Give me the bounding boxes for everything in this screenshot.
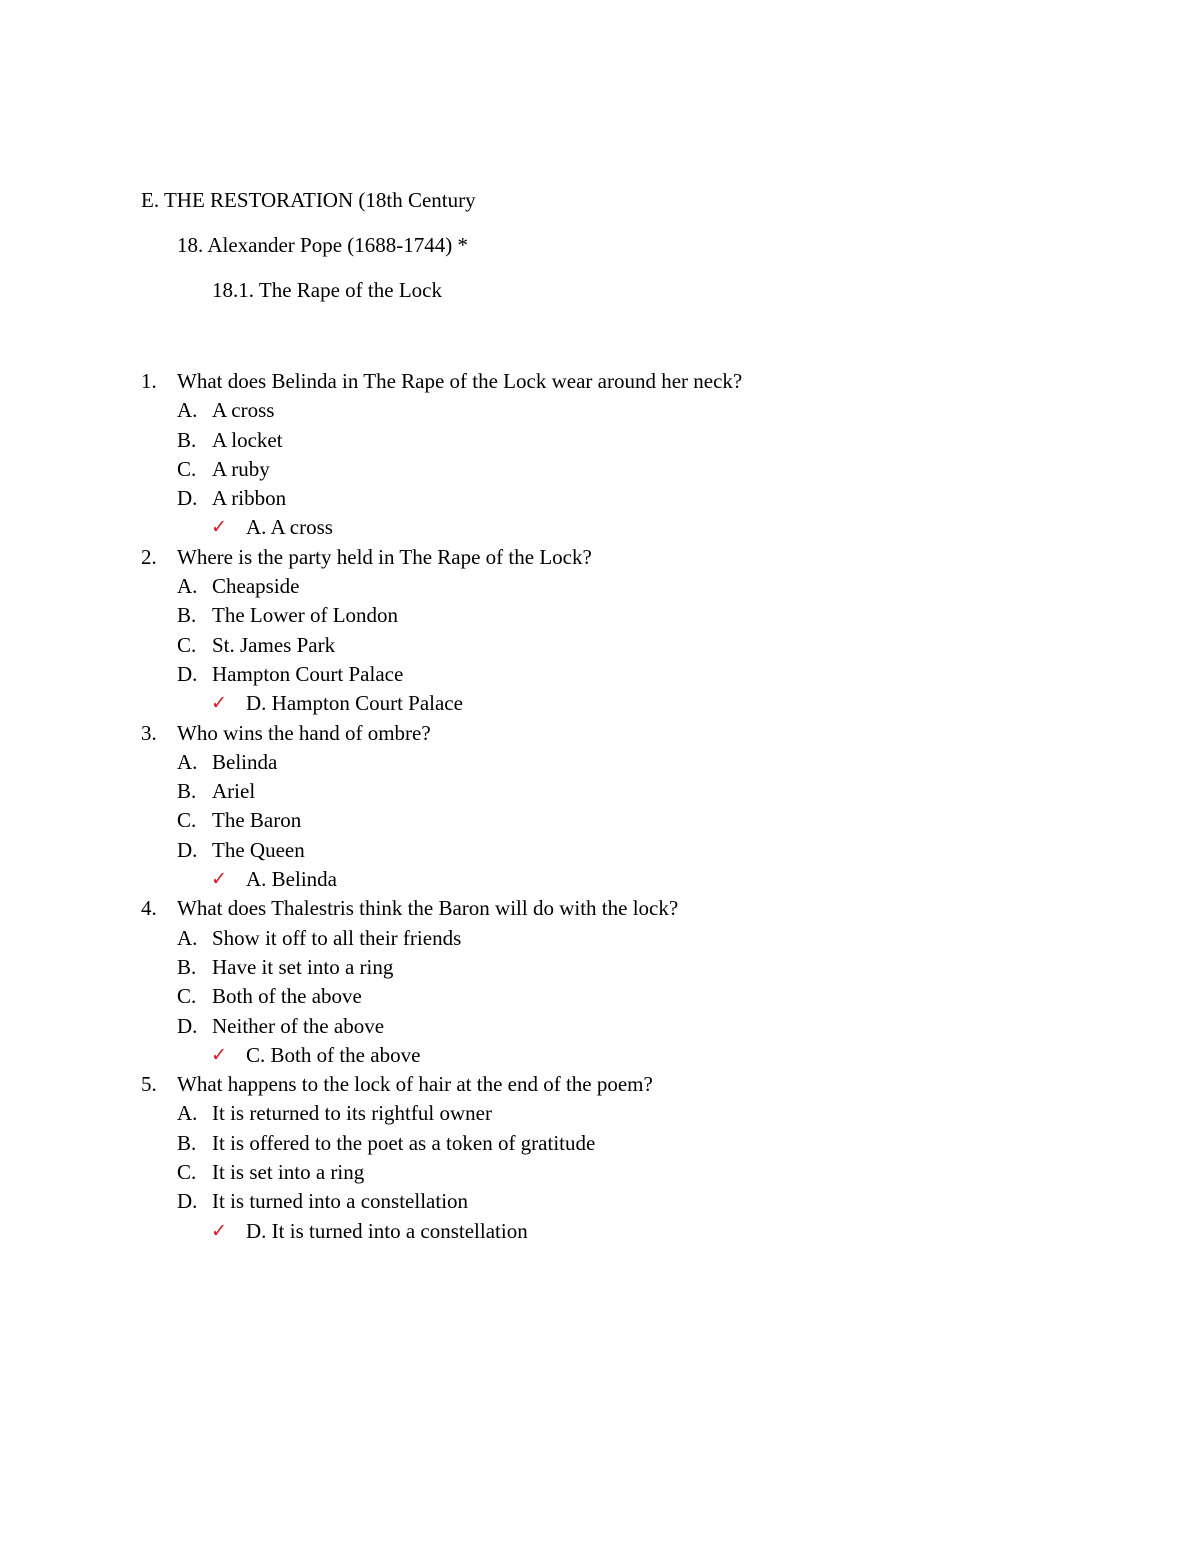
option-text: Cheapside bbox=[212, 574, 300, 599]
checkmark-icon: ✓ bbox=[211, 868, 227, 891]
option bbox=[0, 601, 1200, 630]
option bbox=[0, 836, 1200, 865]
option-letter: C. bbox=[177, 1160, 197, 1185]
option-text: The Lower of London bbox=[212, 603, 399, 628]
question-3 bbox=[0, 719, 1200, 748]
option-letter: D. bbox=[177, 1189, 198, 1214]
option bbox=[0, 953, 1200, 982]
option-letter: C. bbox=[177, 984, 197, 1009]
answer-text: A. Belinda bbox=[246, 867, 337, 892]
question-number: 2. bbox=[141, 544, 157, 569]
checkmark-icon: ✓ bbox=[211, 1043, 227, 1066]
answer-line bbox=[0, 865, 1200, 894]
option-letter: C. bbox=[177, 456, 197, 481]
option-text: Both of the above bbox=[212, 984, 362, 1009]
option bbox=[0, 806, 1200, 835]
option-text: It is offered to the poet as a token of gratitude bbox=[212, 1130, 596, 1155]
option-text: Neither of the above bbox=[212, 1013, 385, 1038]
section-title: E. THE RESTORATION (18th Century bbox=[141, 188, 476, 212]
option bbox=[0, 484, 1200, 513]
option-letter: A. bbox=[177, 1101, 198, 1126]
option-letter: B. bbox=[177, 779, 197, 804]
answer-text: C. Both of the above bbox=[246, 1042, 421, 1067]
answer-line bbox=[0, 689, 1200, 718]
option bbox=[0, 660, 1200, 689]
option-letter: A. bbox=[177, 574, 198, 599]
quiz-list bbox=[0, 367, 1200, 1246]
option-letter: B. bbox=[177, 1130, 197, 1155]
option-letter: D. bbox=[177, 486, 198, 511]
option bbox=[0, 426, 1200, 455]
question-1 bbox=[0, 367, 1200, 396]
answer-line bbox=[0, 1041, 1200, 1070]
option bbox=[0, 1187, 1200, 1216]
question-text: Where is the party held in The Rape of the Lock? bbox=[177, 544, 592, 569]
question-2 bbox=[0, 543, 1200, 572]
option-text: It is set into a ring bbox=[212, 1160, 365, 1185]
option-letter: B. bbox=[177, 427, 197, 452]
option bbox=[0, 572, 1200, 601]
question-number: 4. bbox=[141, 896, 157, 921]
option bbox=[0, 924, 1200, 953]
option-text: Ariel bbox=[212, 779, 256, 804]
answer-text: D. It is turned into a constellation bbox=[246, 1218, 528, 1243]
option-text: A ruby bbox=[212, 456, 270, 481]
author-heading: 18. Alexander Pope (1688-1744) * bbox=[177, 233, 469, 257]
option bbox=[0, 631, 1200, 660]
option-text: Show it off to all their friends bbox=[212, 925, 462, 950]
option bbox=[0, 455, 1200, 484]
answer-text: D. Hampton Court Palace bbox=[246, 691, 463, 716]
question-text: What does Thalestris think the Baron will do with the lock? bbox=[177, 896, 679, 921]
option-letter: B. bbox=[177, 603, 197, 628]
question-text: What does Belinda in The Rape of the Lock wear around her neck? bbox=[177, 369, 743, 393]
answer-line bbox=[0, 1217, 1200, 1246]
option-letter: D. bbox=[177, 661, 198, 686]
option-letter: D. bbox=[177, 837, 198, 862]
option-text: Hampton Court Palace bbox=[212, 661, 404, 686]
option bbox=[0, 1012, 1200, 1041]
option bbox=[0, 1099, 1200, 1128]
question-4 bbox=[0, 894, 1200, 923]
checkmark-icon: ✓ bbox=[211, 1219, 227, 1242]
question-5 bbox=[0, 1070, 1200, 1099]
checkmark-icon: ✓ bbox=[211, 516, 227, 539]
option-letter: A. bbox=[177, 398, 198, 423]
option-text: St. James Park bbox=[212, 632, 336, 657]
option-text: The Baron bbox=[212, 808, 302, 833]
question-number: 1. bbox=[141, 369, 157, 393]
option bbox=[0, 748, 1200, 777]
option-letter: A. bbox=[177, 925, 198, 950]
question-text: Who wins the hand of ombre? bbox=[177, 720, 431, 745]
question-number: 5. bbox=[141, 1072, 157, 1097]
option bbox=[0, 1158, 1200, 1187]
option-text: It is returned to its rightful owner bbox=[212, 1101, 492, 1126]
option-text: The Queen bbox=[212, 837, 305, 862]
option-text: Have it set into a ring bbox=[212, 954, 394, 979]
option-text: A cross bbox=[212, 398, 275, 423]
option bbox=[0, 1129, 1200, 1158]
option-text: A ribbon bbox=[212, 486, 287, 511]
option-text: Belinda bbox=[212, 749, 278, 774]
option-letter: C. bbox=[177, 808, 197, 833]
option-text: A locket bbox=[212, 427, 283, 452]
option bbox=[0, 396, 1200, 425]
question-text: What happens to the lock of hair at the end of the poem? bbox=[177, 1072, 653, 1097]
answer-text: A. A cross bbox=[246, 515, 333, 540]
question-number: 3. bbox=[141, 720, 157, 745]
option bbox=[0, 982, 1200, 1011]
checkmark-icon: ✓ bbox=[211, 692, 227, 715]
work-heading: 18.1. The Rape of the Lock bbox=[212, 278, 442, 302]
option-letter: A. bbox=[177, 749, 198, 774]
option-letter: B. bbox=[177, 954, 197, 979]
option-letter: C. bbox=[177, 632, 197, 657]
option-text: It is turned into a constellation bbox=[212, 1189, 469, 1214]
answer-line bbox=[0, 513, 1200, 542]
option-letter: D. bbox=[177, 1013, 198, 1038]
option bbox=[0, 777, 1200, 806]
